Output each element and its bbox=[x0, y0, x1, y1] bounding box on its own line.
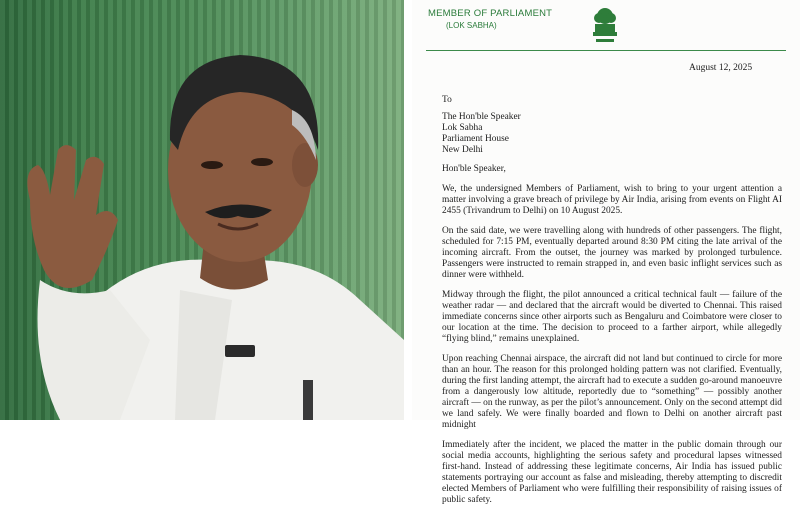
to-line: To bbox=[442, 95, 452, 105]
letterhead-subtitle: (LOK SABHA) bbox=[446, 21, 497, 30]
addressee-line: The Hon'ble Speaker bbox=[442, 112, 521, 122]
paragraph: Upon reaching Chennai airspace, the aircraft did not land but continued to circle for more than an hour. The reason for this prolonged holding pattern was not clarified. Eventually, during the first landing attempt, the aircraft had to execute a sudden go-around manoeuvre from a dangerously low altitude, reportedly due to “something” — possibly another aircraft — on the runway, as per the pilot’s announcement. Only on the second attempt did we land safely. We were finally boarded and flown to Delhi on another aircraft past midnight bbox=[442, 354, 782, 430]
paragraph: Immediately after the incident, we placed the matter in the public domain through our social media accounts, highlighting the serious safety and procedural lapses witnessed first-hand. Instead of addressing these legitimate concerns, Air India has issued public statements portraying our account as false and misleading, thereby attempting to discredit elected Members of Parliament who were fulfilling their responsibility of raising issues of public safety. bbox=[442, 440, 782, 505]
national-emblem-icon bbox=[588, 4, 622, 48]
salutation: Hon'ble Speaker, bbox=[442, 164, 506, 174]
speaker-photo bbox=[0, 0, 404, 420]
man-speaking-illustration bbox=[0, 0, 404, 420]
addressee-line: Parliament House bbox=[442, 134, 509, 144]
letter-document bbox=[412, 0, 800, 505]
addressee-line: Lok Sabha bbox=[442, 123, 483, 133]
addressee-line: New Delhi bbox=[442, 145, 483, 155]
paragraph: We, the undersigned Members of Parliament, wish to bring to your urgent attention a matter involving a grave breach of privilege by Air India, arising from events on Flight AI 2455 (Trivandrum to Delhi) on 10 August 2025. bbox=[442, 184, 782, 216]
paragraph: Midway through the flight, the pilot announced a critical technical fault — failure of the weather radar — and declared that the aircraft would be diverted to Chennai. This raised immediate concerns since other airports such as Bengaluru and Coimbatore were closer to our location at the time. The decision to proceed to a farther airport, while allegedly “flying blind,” remains unexplained. bbox=[442, 290, 782, 344]
letterhead-rule bbox=[426, 50, 786, 51]
letterhead-title: MEMBER OF PARLIAMENT bbox=[428, 8, 553, 19]
paragraph: On the said date, we were travelling along with hundreds of other passengers. The flight, scheduled for 7:15 PM, eventually departed around 8:30 PM citing the late arrival of the incoming aircraft. From the outset, the journey was marked by prolonged turbulence. Passengers were instructed to remain strapped in, and even basic inflight services such as dinner were withheld. bbox=[442, 226, 782, 280]
letter-date: August 12, 2025 bbox=[689, 63, 753, 73]
letter-body bbox=[442, 95, 782, 506]
panel-divider bbox=[404, 0, 412, 420]
addressee-block bbox=[442, 112, 782, 156]
